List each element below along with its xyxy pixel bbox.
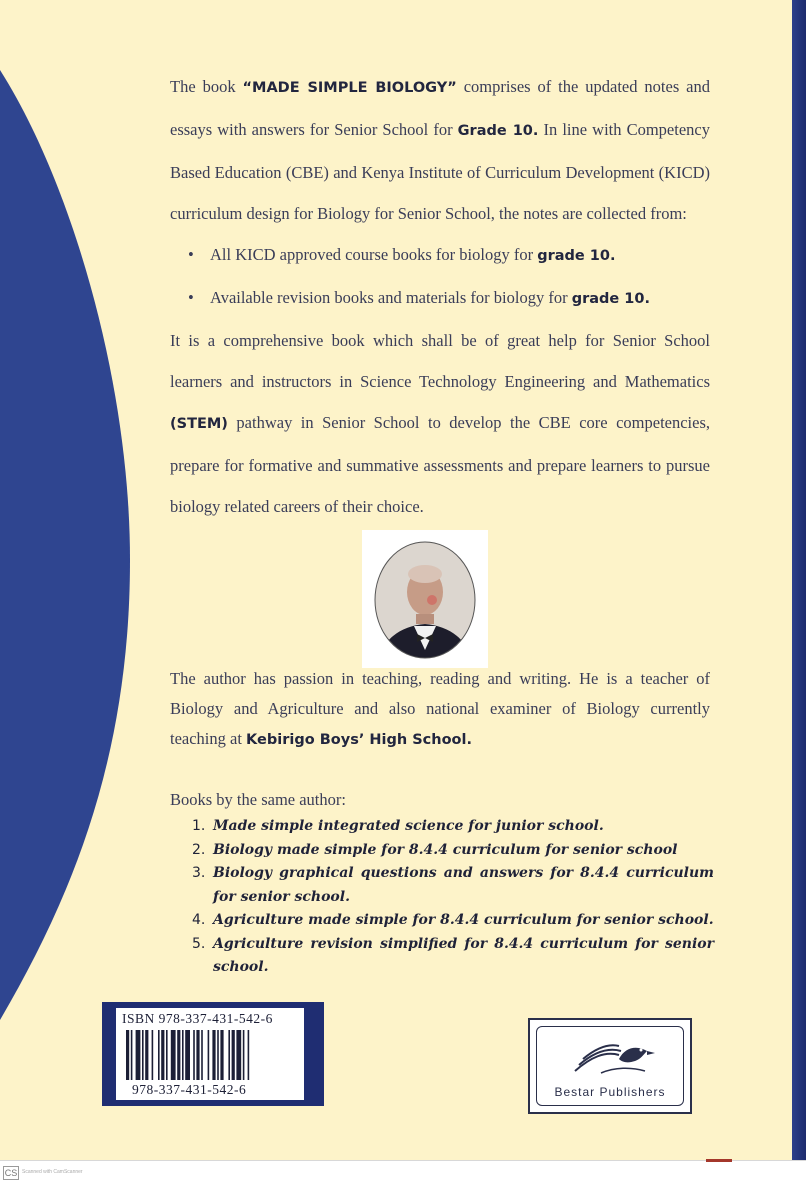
barcode-bar xyxy=(236,1030,241,1080)
barcode-bar xyxy=(193,1030,195,1080)
list-item xyxy=(192,839,714,863)
bullet-bold: grade 10. xyxy=(571,291,650,307)
isbn-number: 978-337-431-542-6 xyxy=(132,1082,247,1097)
barcode-label xyxy=(116,1008,304,1100)
barcode-bar xyxy=(161,1030,164,1080)
barcode-bar xyxy=(243,1030,245,1080)
list-item xyxy=(192,933,714,980)
stem-text-2: pathway in Senior School to develop the CBE core competencies, prepare for formative and summative assessments and prepare learners to pursue biology related careers of their choice. xyxy=(170,413,710,516)
barcode-bars xyxy=(126,1030,294,1080)
barcode-bar xyxy=(212,1030,215,1080)
books-list xyxy=(192,815,714,980)
book-number: 2. xyxy=(192,841,206,858)
author-paragraph xyxy=(170,664,710,755)
list-item xyxy=(192,909,714,933)
list-item xyxy=(192,862,714,909)
sources-list xyxy=(170,234,710,320)
edge-mark xyxy=(706,1159,732,1162)
barcode-bar xyxy=(142,1030,144,1080)
bird-icon xyxy=(571,1037,661,1081)
camscanner-logo: CS xyxy=(4,1168,18,1178)
school-name: Kebirigo Boys’ High School. xyxy=(246,732,472,748)
barcode-bar xyxy=(208,1030,210,1080)
barcode-bar xyxy=(228,1030,230,1080)
author-bio-text: The author has passion in teaching, reading and writing. He is a teacher of Biology and Agriculture and also national examiner of Biology currently teaching at xyxy=(170,669,710,748)
grade-bold: Grade 10. xyxy=(457,123,539,139)
barcode-bar xyxy=(145,1030,148,1080)
barcode-bar xyxy=(166,1030,168,1080)
barcode-bar xyxy=(185,1030,190,1080)
barcode-bar xyxy=(196,1030,199,1080)
barcode-bar xyxy=(158,1030,160,1080)
book-number: 3. xyxy=(192,865,206,881)
list-item xyxy=(170,234,710,277)
barcode-bar xyxy=(182,1030,184,1080)
publisher-logo xyxy=(528,1018,692,1114)
barcode-bar xyxy=(201,1030,203,1080)
isbn-label: ISBN 978-337-431-542-6 xyxy=(122,1011,273,1026)
stem-text-1: It is a comprehensive book which shall be of great help for Senior School learners and instructors in Science Technology Engineering and Mathematics xyxy=(170,331,710,391)
scanner-footer xyxy=(0,1160,806,1185)
book-title: Made simple integrated science for junior school. xyxy=(213,818,604,834)
author-bio xyxy=(170,664,710,755)
barcode-bar xyxy=(171,1030,176,1080)
barcode-bar xyxy=(136,1030,141,1080)
publisher-name: Bestar Publishers xyxy=(554,1085,666,1099)
barcode-bar xyxy=(232,1030,235,1080)
book-number: 4. xyxy=(192,912,206,928)
intro-text-3: In line with Competency Based Education (CBE) and Kenya Institute of Curriculum Development (KICD) curriculum design for Biology for Senior School, the notes are collected from: xyxy=(170,120,710,223)
barcode-bar xyxy=(220,1030,223,1080)
book-title-bold: “MADE SIMPLE BIOLOGY” xyxy=(242,80,457,96)
intro-paragraph xyxy=(170,66,710,234)
book-title: Agriculture made simple for 8.4.4 curriculum for senior school. xyxy=(213,912,714,928)
bullet-text: Available revision books and materials for biology for xyxy=(210,288,572,307)
book-number: 1. xyxy=(192,818,206,834)
barcode-bar xyxy=(126,1030,129,1080)
camscanner-caption: Scanned with CamScanner xyxy=(22,1169,83,1175)
list-item xyxy=(170,277,710,320)
book-number: 5. xyxy=(192,935,206,952)
book-title: Biology graphical questions and answers for 8.4.4 curriculum for senior school. xyxy=(213,865,714,905)
intro-text-1: The book xyxy=(170,77,243,96)
barcode-bar xyxy=(217,1030,219,1080)
books-heading: Books by the same author: xyxy=(170,790,346,809)
stem-bold: (STEM) xyxy=(170,416,228,432)
publisher-logo-frame xyxy=(536,1026,684,1106)
barcode-bar xyxy=(152,1030,154,1080)
list-item xyxy=(192,815,714,839)
bullet-bold: grade 10. xyxy=(537,248,616,264)
intro-text-2: comprises of the updated notes and essays with answers for Senior School for xyxy=(170,77,710,139)
book-title: Biology made simple for 8.4.4 curriculum for senior school xyxy=(213,841,678,858)
author-portrait-image xyxy=(362,530,488,668)
book-title: Agriculture revision simplified for 8.4.4 curriculum for senior school. xyxy=(213,935,714,975)
barcode-bar xyxy=(248,1030,250,1080)
isbn-barcode xyxy=(102,1002,324,1106)
author-photo xyxy=(362,530,488,668)
stem-paragraph xyxy=(170,320,710,527)
right-edge-band xyxy=(792,0,806,1160)
blue-arc-panel xyxy=(0,0,140,1160)
bullet-text: All KICD approved course books for biology for xyxy=(210,245,538,264)
barcode-bar xyxy=(131,1030,133,1080)
barcode-bar xyxy=(177,1030,180,1080)
book-description xyxy=(170,66,710,527)
